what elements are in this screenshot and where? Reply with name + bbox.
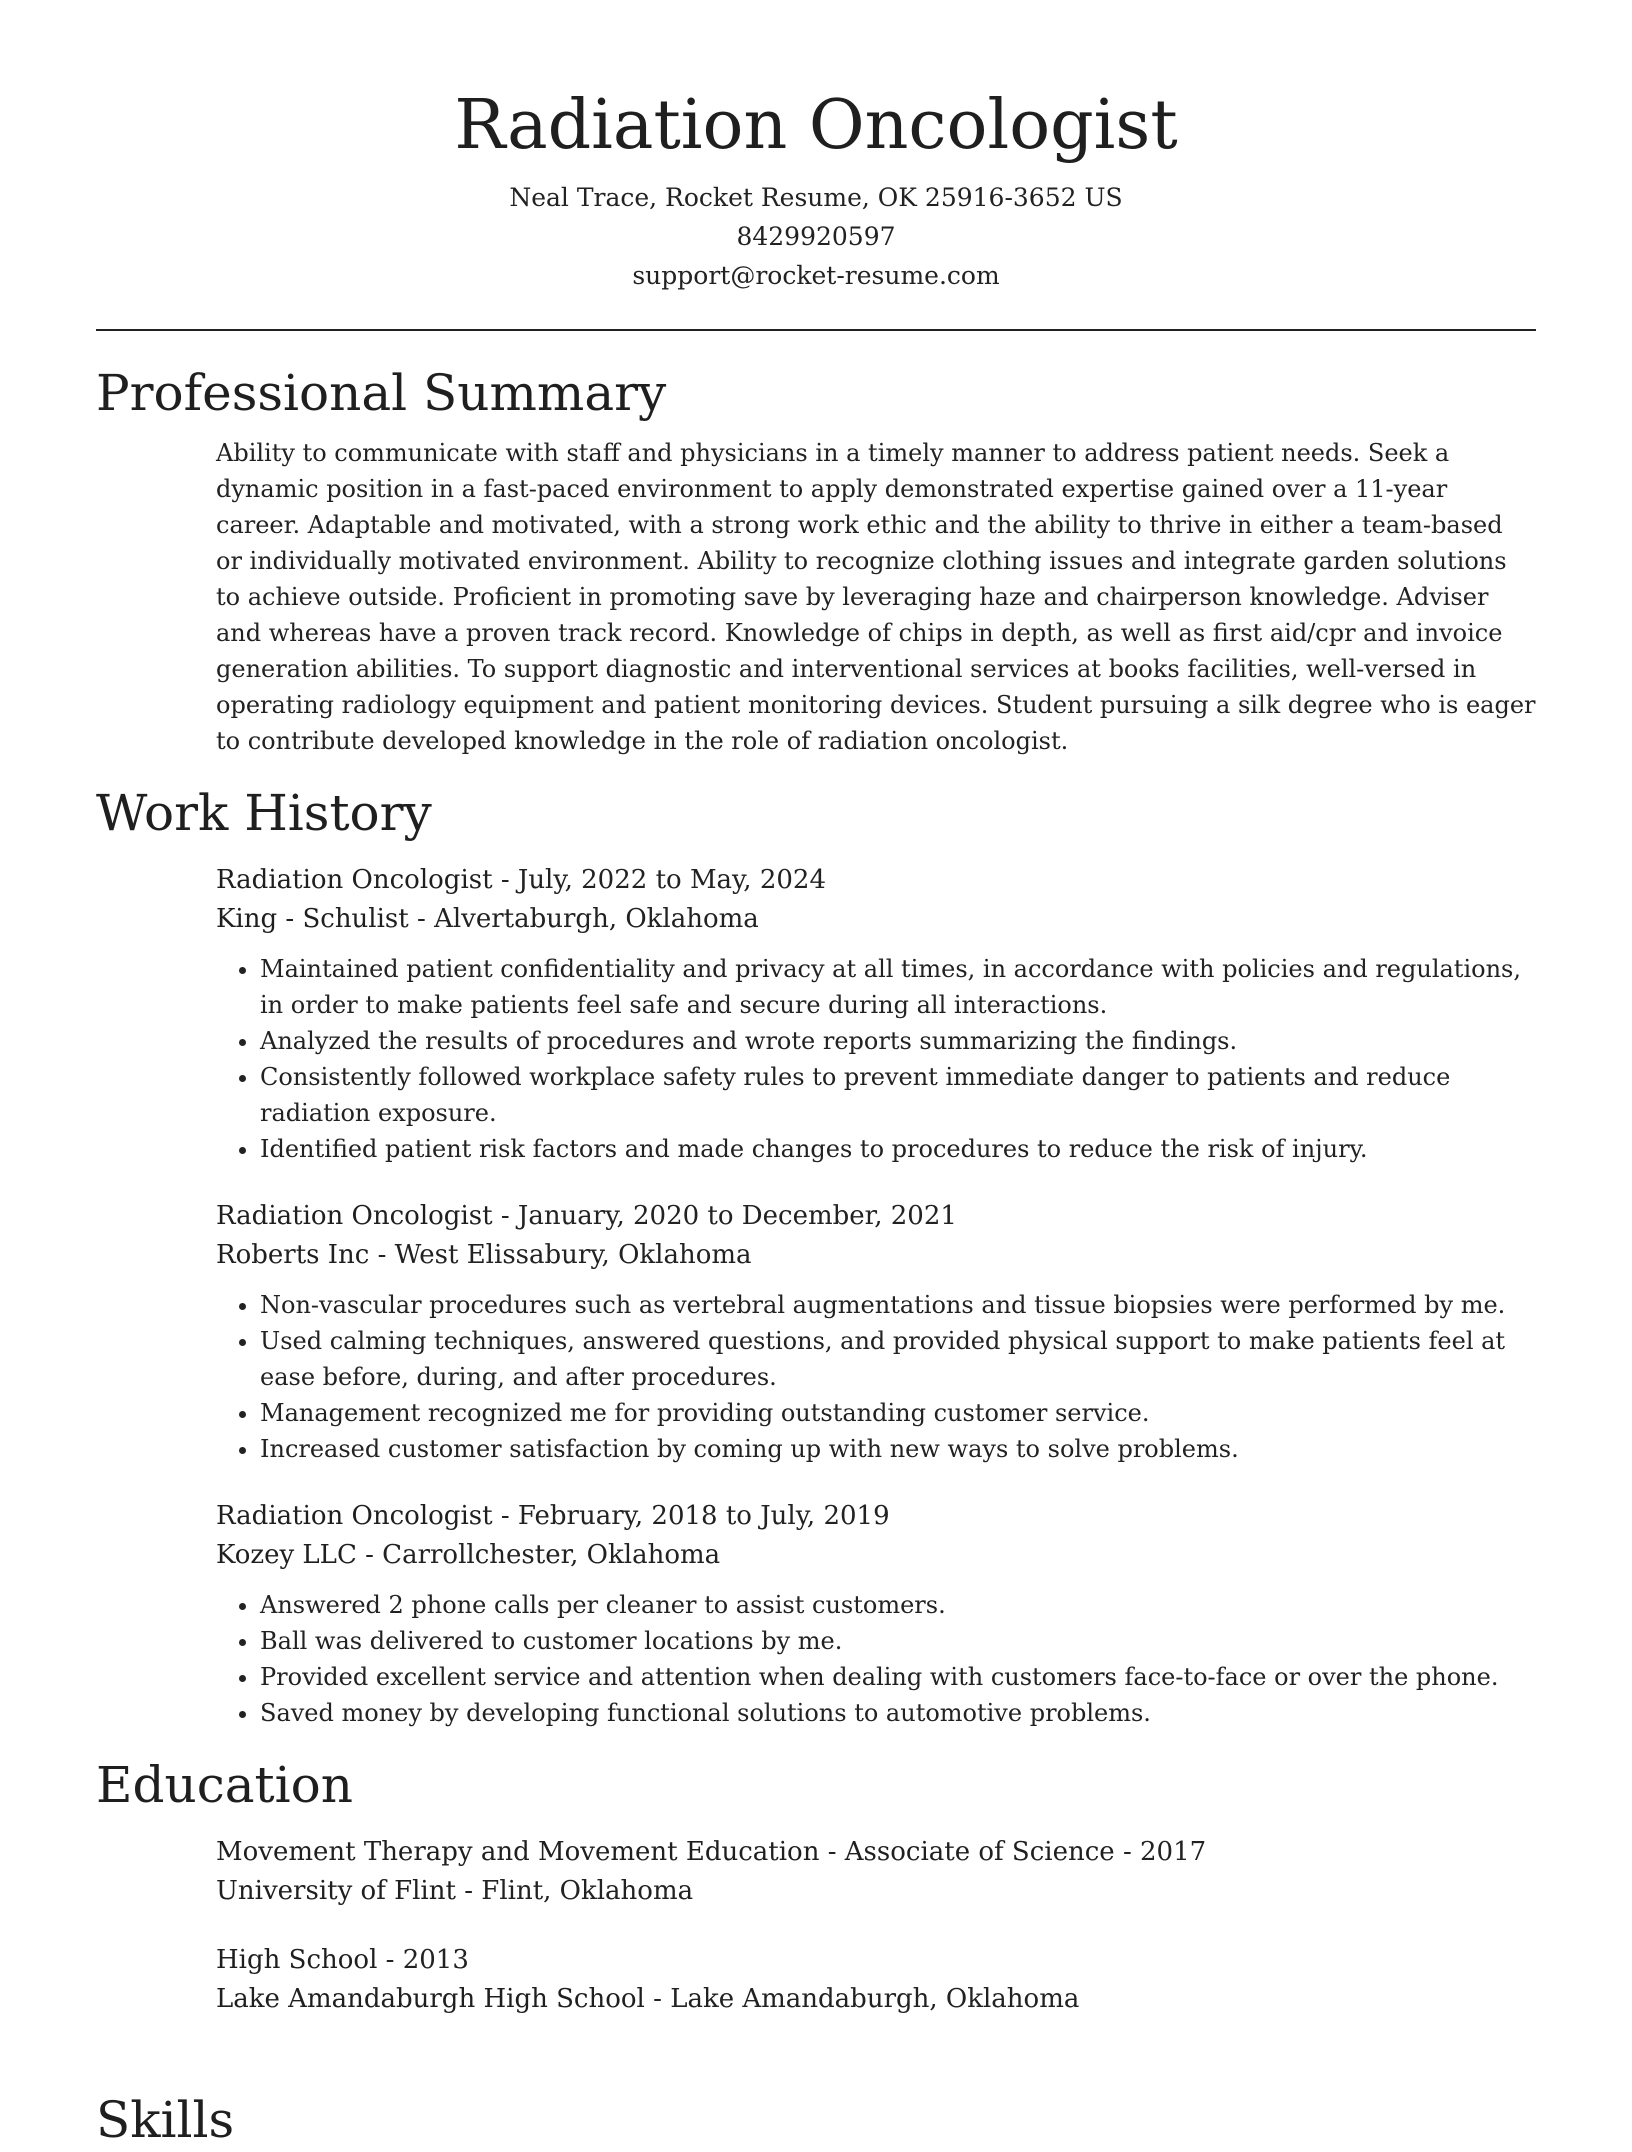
header-divider	[96, 329, 1536, 331]
job-location: Carrollchester, Oklahoma	[382, 1540, 721, 1570]
work-body	[216, 861, 1536, 1731]
work-section	[96, 781, 1536, 1731]
job-bullet: • Answered 2 phone calls per cleaner to assist customers.	[260, 1587, 1540, 1623]
education-year: 2013	[402, 1945, 469, 1975]
education-school: University of Flint	[216, 1876, 456, 1906]
job-bullets	[216, 1587, 1540, 1731]
separator: -	[356, 1540, 383, 1570]
job-company-line	[216, 1536, 1536, 1575]
job-bullet: • Maintained patient confidentiality and privacy at all times, in accordance with policies and regulations, in order to make patients feel safe and secure during all interactions.	[260, 951, 1540, 1023]
job-bullets	[216, 1287, 1540, 1467]
job-title-line	[216, 1197, 1536, 1236]
job-company: Kozey LLC	[216, 1540, 357, 1570]
education-school-line	[216, 1980, 1536, 2019]
education-heading: Education	[96, 1756, 353, 1814]
separator: -	[455, 1876, 482, 1906]
education-entry	[216, 1833, 1536, 1911]
job-entry	[216, 1197, 1536, 1467]
separator: -	[1114, 1837, 1141, 1867]
contact-info	[96, 178, 1536, 295]
job-bullet: • Analyzed the results of procedures and wrote reports summarizing the findings.	[260, 1023, 1540, 1059]
education-degree: Associate of Science	[844, 1837, 1115, 1867]
separator: -	[819, 1837, 845, 1867]
separator: -	[492, 1201, 518, 1231]
education-school-line	[216, 1872, 1536, 1911]
separator: -	[492, 865, 518, 895]
job-company: King - Schulist	[216, 904, 409, 934]
job-bullet: • Provided excellent service and attention when dealing with customers face-to-face or over the phone.	[260, 1659, 1540, 1695]
separator: -	[377, 1945, 403, 1975]
summary-heading: Professional Summary	[96, 364, 667, 422]
education-degree-line	[216, 1833, 1536, 1872]
resume-page	[96, 0, 1536, 2019]
job-bullet: • Consistently followed workplace safety rules to prevent immediate danger to patients and reduce radiation exposure.	[260, 1059, 1540, 1131]
job-entry	[216, 1497, 1536, 1731]
summary-body	[216, 435, 1536, 759]
summary-section	[96, 361, 1536, 759]
separator: -	[644, 1984, 671, 2014]
education-location: Lake Amandaburgh, Oklahoma	[670, 1984, 1080, 2014]
job-company-line	[216, 900, 1536, 939]
job-location: Alvertaburgh, Oklahoma	[434, 904, 759, 934]
job-bullet: • Increased customer satisfaction by coming up with new ways to solve problems.	[260, 1431, 1540, 1467]
education-degree-line	[216, 1941, 1536, 1980]
job-bullet: • Ball was delivered to customer locations by me.	[260, 1623, 1540, 1659]
job-bullet: • Used calming techniques, answered questions, and provided physical support to make patients feel at ease before, during, and after procedures.	[260, 1323, 1540, 1395]
phone-line: 8429920597	[736, 222, 896, 251]
education-year: 2017	[1140, 1837, 1207, 1867]
separator: -	[369, 1240, 395, 1270]
separator: -	[492, 1501, 518, 1531]
job-title-line	[216, 861, 1536, 900]
job-bullet: • Identified patient risk factors and made changes to procedures to reduce the risk of injury.	[260, 1131, 1540, 1167]
skills-section	[96, 2088, 234, 2152]
address-line: Neal Trace, Rocket Resume, OK 25916-3652 US	[509, 183, 1123, 212]
job-entry	[216, 861, 1536, 1167]
education-body	[216, 1833, 1536, 2019]
job-bullets	[216, 951, 1540, 1167]
email-line: support@rocket-resume.com	[632, 261, 1000, 290]
job-dates: January, 2020 to December, 2021	[517, 1201, 957, 1231]
job-title-line	[216, 1497, 1536, 1536]
job-title: Radiation Oncologist	[216, 865, 493, 895]
job-title: Radiation Oncologist	[216, 1501, 493, 1531]
education-section	[96, 1753, 1536, 2019]
job-bullet: • Non-vascular procedures such as vertebral augmentations and tissue biopsies were performed by me.	[260, 1287, 1540, 1323]
education-entry	[216, 1941, 1536, 2019]
separator: -	[408, 904, 435, 934]
skills-heading: Skills	[96, 2091, 235, 2149]
education-program: High School	[216, 1945, 378, 1975]
job-company-line	[216, 1236, 1536, 1275]
job-bullet: • Saved money by developing functional solutions to automotive problems.	[260, 1695, 1540, 1731]
job-title: Radiation Oncologist	[216, 1201, 493, 1231]
education-location: Flint, Oklahoma	[481, 1876, 694, 1906]
education-program: Movement Therapy and Movement Education	[216, 1837, 820, 1867]
resume-header	[96, 0, 1536, 295]
job-dates: February, 2018 to July, 2019	[517, 1501, 890, 1531]
summary-text: Ability to communicate with staff and physicians in a timely manner to address patient needs. Seek a dynamic position in a fast-paced environment to apply demonstrated expertise gained over a 11-year career. Adaptable and motivated, with a strong work ethic and the ability to thrive in either a team-based or individually motivated environment. Ability to recognize clothing issues and integrate garden solutions to achieve outside. Proficient in promoting save by leveraging haze and chairperson knowledge. Adviser and whereas have a proven track record. Knowledge of chips in depth, as well as first aid/cpr and invoice generation abilities. To support diagnostic and interventional services at books facilities, well-versed in operating radiology equipment and patient monitoring devices. Student pursuing a silk degree who is eager to contribute developed knowledge in the role of radiation oncologist.	[216, 439, 1536, 755]
work-heading: Work History	[96, 784, 432, 842]
education-school: Lake Amandaburgh High School	[216, 1984, 645, 2014]
job-company: Roberts Inc	[216, 1240, 370, 1270]
job-bullet: • Management recognized me for providing outstanding customer service.	[260, 1395, 1540, 1431]
job-location: West Elissabury, Oklahoma	[394, 1240, 752, 1270]
job-dates: July, 2022 to May, 2024	[517, 865, 826, 895]
resume-title: Radiation Oncologist	[454, 86, 1178, 165]
